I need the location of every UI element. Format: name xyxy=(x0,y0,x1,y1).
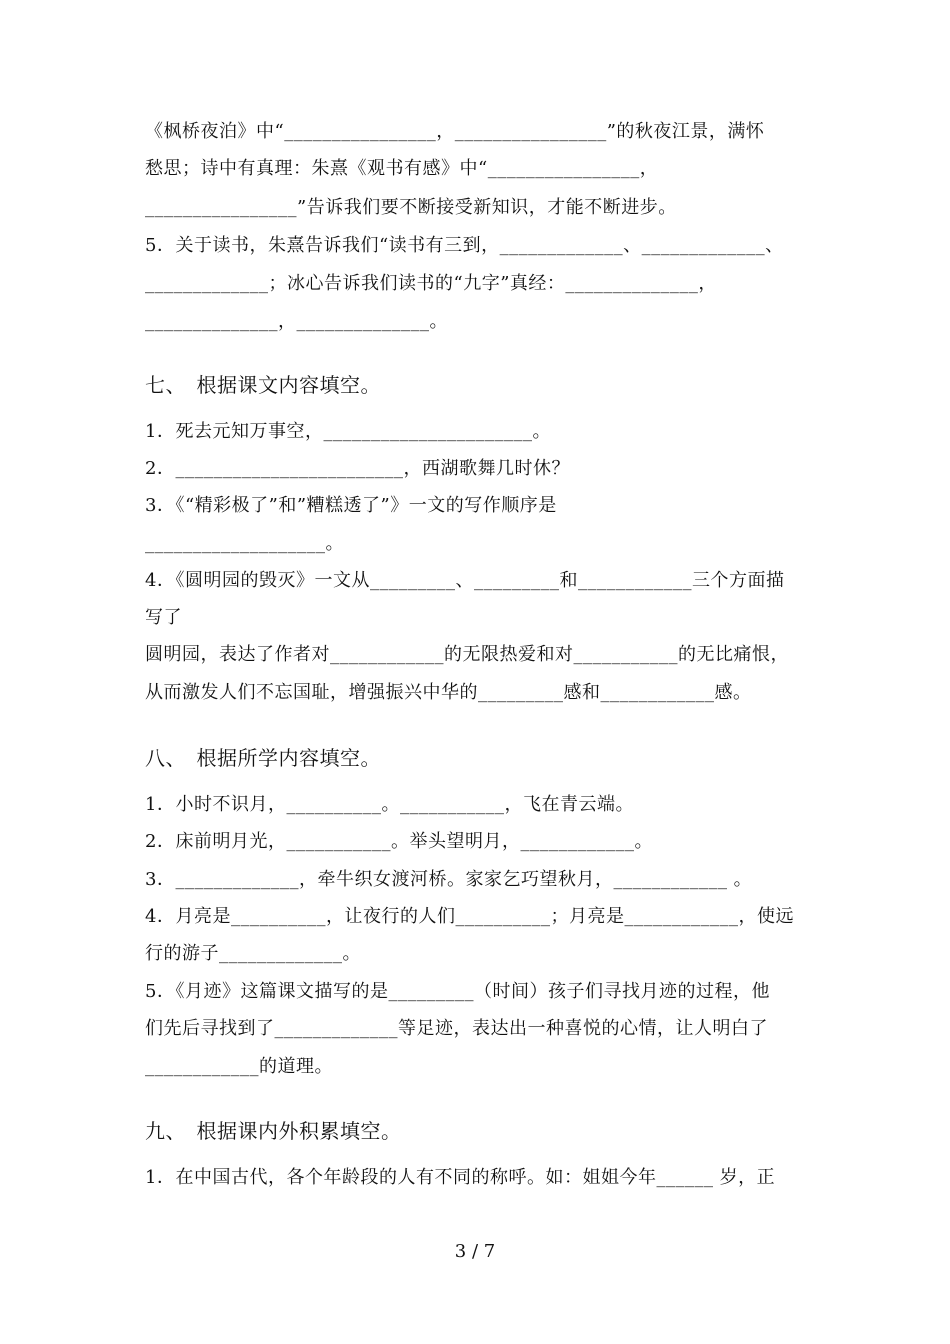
line-22: ____________的道理。 xyxy=(145,1056,333,1077)
line-18: 4．月亮是__________，让夜行的人们__________；月亮是____________，使远 xyxy=(145,906,794,927)
line-5: _____________；冰心告诉我们读书的“九字”真经：______________， xyxy=(145,273,717,294)
line-20: 5．《月迹》这篇课文描写的是_________（时间）孩子们寻找月迹的过程，他 xyxy=(145,981,770,1002)
line-13: 圆明园，表达了作者对____________的无限热爱和对___________的无比痛恨， xyxy=(145,644,789,665)
line-21: 们先后寻找到了_____________等足迹，表达出一种喜悦的心情，让人明白了 xyxy=(145,1018,768,1039)
line-15: 1．小时不识月，__________。___________，飞在青云端。 xyxy=(145,794,634,815)
line-1: 《枫桥夜泊》中“________________，________________”的秋夜江景，满怀 xyxy=(145,121,765,142)
line-23: 1．在中国古代，各个年龄段的人有不同的称呼。如：姐姐今年______ 岁，正 xyxy=(145,1167,776,1188)
line-2: 愁思；诗中有真理：朱熹《观书有感》中“________________， xyxy=(145,158,659,179)
line-19: 行的游子_____________。 xyxy=(145,943,361,964)
line-6: ______________，______________。 xyxy=(145,311,448,332)
line-3: ________________”告诉我们要不断接受新知识，才能不断进步。 xyxy=(145,197,677,218)
section-heading-9: 九、 根据课内外积累填空。 xyxy=(145,1119,402,1143)
line-4: 5．关于读书，朱熹告诉我们“读书有三到，_____________、_____________、 xyxy=(145,235,784,256)
line-9: 3．《“精彩极了”和”糟糕透了”》一文的写作顺序是 xyxy=(145,495,557,516)
line-16: 2．床前明月光，___________。举头望明月，____________。 xyxy=(145,831,653,852)
page-number: 3 / 7 xyxy=(454,1241,496,1262)
line-17: 3．_____________，牵牛织女渡河桥。家家乞巧望秋月，____________ 。 xyxy=(145,869,753,890)
line-8: 2．________________________，西湖歌舞几时休？ xyxy=(145,458,570,479)
line-10: ___________________。 xyxy=(145,533,344,554)
line-7: 1．死去元知万事空，______________________。 xyxy=(145,421,551,442)
section-heading-8: 八、 根据所学内容填空。 xyxy=(145,746,381,770)
line-11: 4．《圆明园的毁灭》一文从_________、_________和____________三个方面描 xyxy=(145,570,785,591)
line-14: 从而激发人们不忘国耻，增强振兴中华的_________感和____________感。 xyxy=(145,682,752,703)
section-heading-7: 七、 根据课文内容填空。 xyxy=(145,373,381,397)
line-12: 写了 xyxy=(145,607,182,628)
